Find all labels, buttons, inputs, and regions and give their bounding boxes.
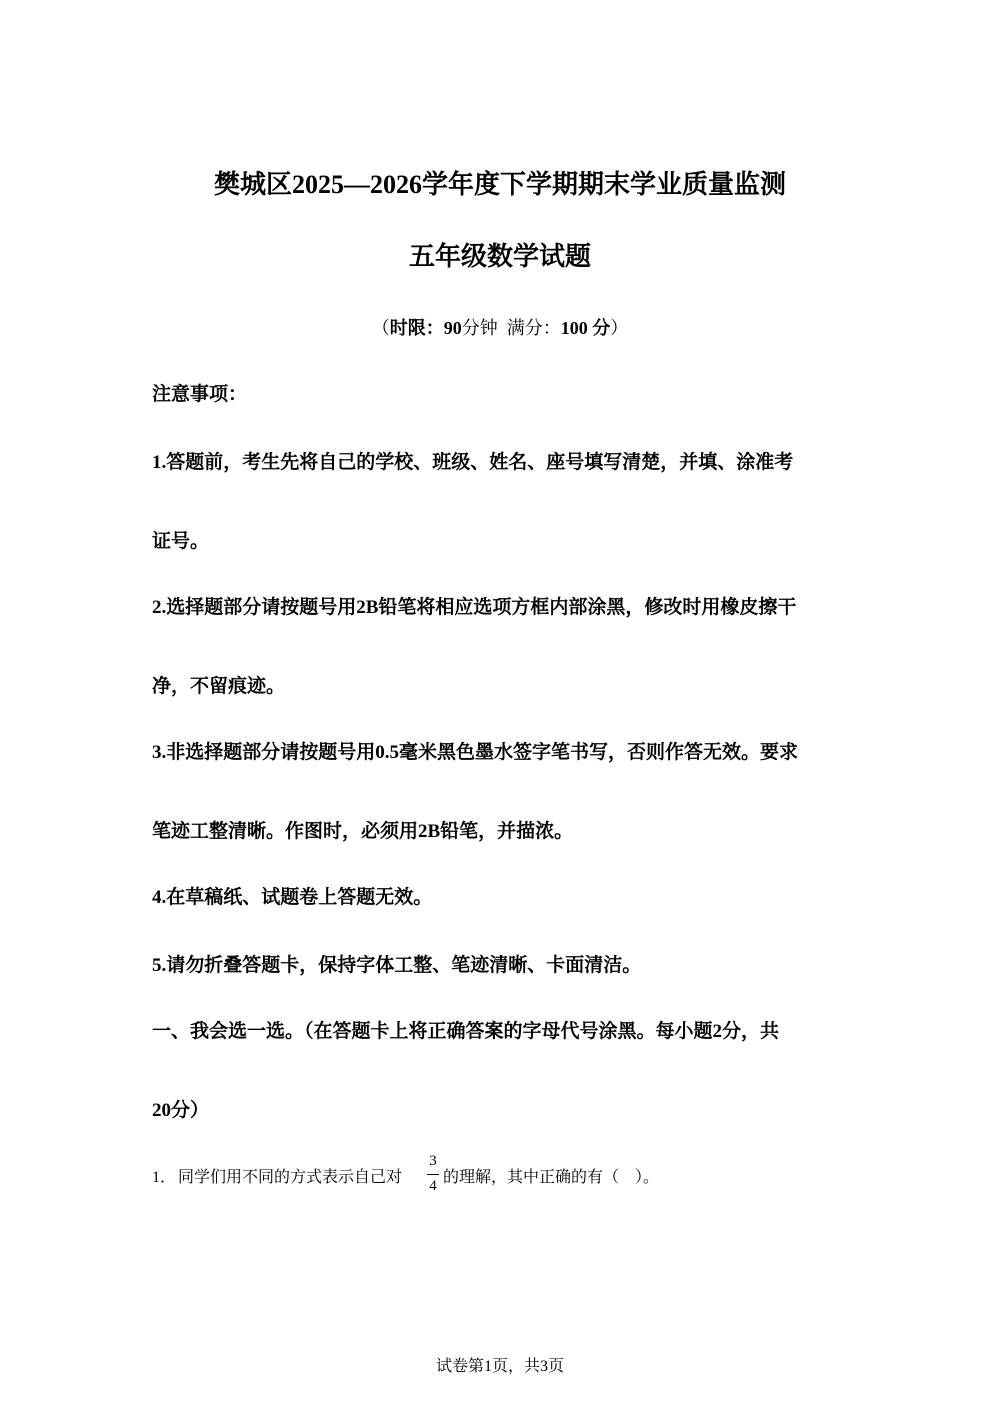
notice-line: 净，不留痕迹。 — [152, 676, 286, 697]
question-1 — [152, 1152, 852, 1202]
notice-line: 5.请勿折叠答题卡，保持字体工整、笔迹清晰、卡面清洁。 — [152, 955, 642, 976]
question-number: 1． — [152, 1169, 177, 1186]
notice-heading: 注意事项： — [152, 384, 248, 405]
fraction-numerator: 3 — [429, 1153, 437, 1169]
notice-line: 证号。 — [152, 531, 210, 552]
notice-line: 3.非选择题部分请按题号用0.5毫米黑色墨水签字笔书写，否则作答无效。要求 — [152, 742, 799, 763]
section-heading-continued: 20分） — [152, 1100, 210, 1121]
full-score-value: 100 — [560, 318, 588, 338]
paren-close: ） — [610, 318, 629, 338]
notice-line: 4.在草稿纸、试题卷上答题无效。 — [152, 887, 433, 908]
page-footer: 试卷第1页，共3页 — [435, 1358, 564, 1375]
paren-open: （ — [371, 318, 390, 338]
question-text: 同学们用不同的方式表示自己对 — [178, 1169, 403, 1186]
time-limit-label: 时限： — [389, 318, 444, 338]
full-score-label: 满分： — [506, 318, 561, 338]
notice-line: 笔迹工整清晰。作图时，必须用2B铅笔，并描浓。 — [152, 821, 574, 842]
time-limit-value: 90 — [443, 318, 462, 338]
exam-title: 樊城区2025—2026学年度下学期期末学业质量监测 — [213, 170, 786, 199]
section-heading: 一、我会选一选。（在答题卡上将正确答案的字母代号涂黑。每小题2分，共 — [152, 1021, 780, 1042]
fraction-denominator: 4 — [429, 1178, 437, 1194]
notice-line: 1.答题前，考生先将自己的学校、班级、姓名、座号填写清楚，并填、涂准考 — [152, 452, 794, 473]
time-limit-unit: 分钟 — [461, 318, 498, 338]
exam-subtitle: 五年级数学试题 — [408, 242, 591, 271]
question-text-continued: 的理解，其中正确的有（ ）。 — [443, 1169, 660, 1186]
full-score-unit: 分 — [592, 318, 611, 338]
fraction-bar — [427, 1174, 439, 1175]
time-limit-info — [0, 316, 1000, 340]
notice-line: 2.选择题部分请按题号用2B铅笔将相应选项方框内部涂黑，修改时用橡皮擦干 — [152, 597, 797, 618]
